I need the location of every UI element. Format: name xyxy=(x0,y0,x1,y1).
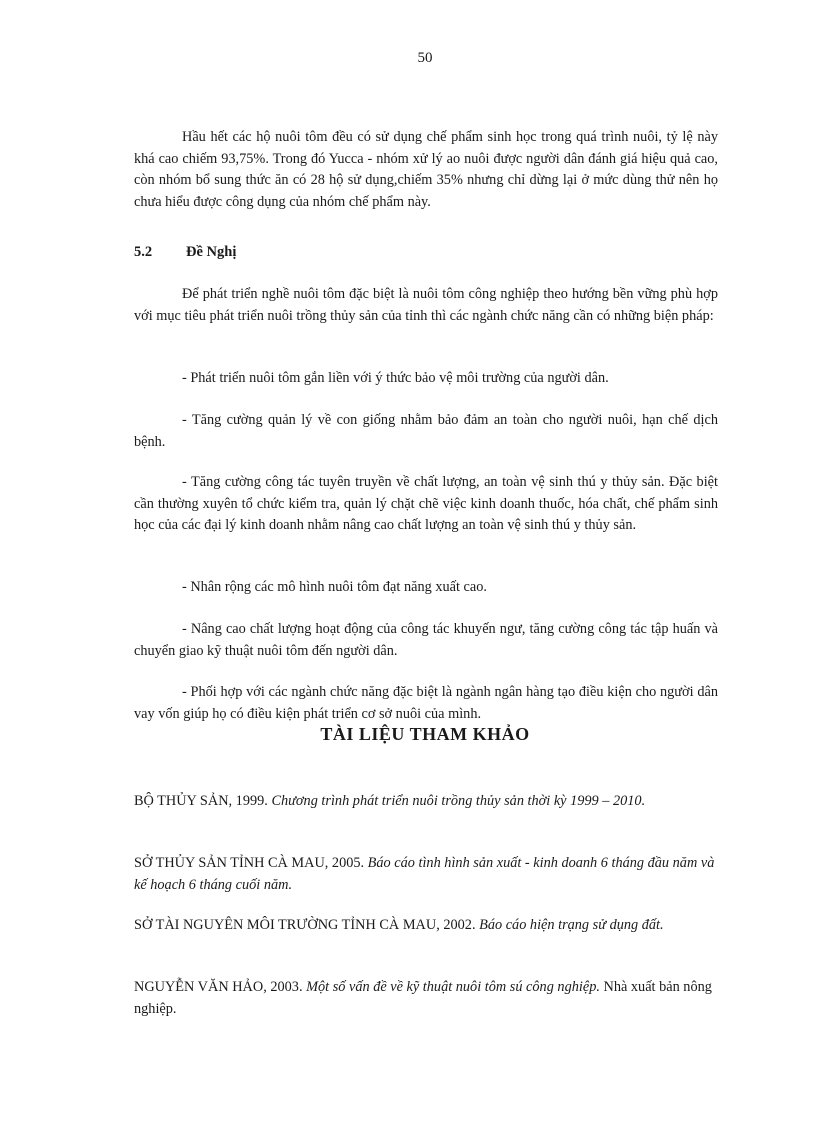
recommendation-item: - Phát triển nuôi tôm gắn liền với ý thức bảo vệ môi trường của người dân. xyxy=(182,370,609,386)
reference-entry xyxy=(134,853,718,896)
intro-paragraph: Hầu hết các hộ nuôi tôm đều có sử dụng chế phẩm sinh học trong quá trình nuôi, tỷ lệ này khá cao chiếm 93,75%. Trong đó Yucca - nhóm xử lý ao nuôi được người dân đánh giá hiệu quả cao, còn nhóm bổ sung thức ăn có 28 hộ sử dụng,chiếm 35% nhưng chỉ dừng lại ở mức dùng thử nên họ chưa hiểu được công dụng của nhóm chế phẩm này. xyxy=(134,129,718,210)
reference-author: NGUYỄN VĂN HẢO, 2003. xyxy=(134,979,303,995)
section-number: 5.2 xyxy=(134,244,153,260)
reference-entry xyxy=(134,915,718,937)
recommendation-item: - Nhân rộng các mô hình nuôi tôm đạt năng xuất cao. xyxy=(182,579,487,595)
section-title: Đề Nghị xyxy=(186,244,237,260)
page-number: 50 xyxy=(417,50,433,66)
reference-author: SỞ TÀI NGUYÊN MÔI TRƯỜNG TỈNH CÀ MAU, 2002. xyxy=(134,917,476,933)
reference-title: Báo cáo hiện trạng sử dụng đất. xyxy=(479,917,664,933)
reference-title: Chương trình phát triển nuôi trồng thủy sản thời kỳ 1999 – 2010. xyxy=(271,793,646,809)
reference-author: BỘ THỦY SẢN, 1999. xyxy=(134,793,268,809)
reference-title: Báo cáo tình hình sản xuất - kinh doanh 6 tháng đầu năm và kế hoạch 6 tháng cuối năm. xyxy=(134,855,715,893)
section-heading xyxy=(134,244,718,261)
reference-title: Một số vấn đề về kỹ thuật nuôi tôm sú công nghiệp. xyxy=(306,979,600,995)
recommendation-item: - Tăng cường công tác tuyên truyền về chất lượng, an toàn vệ sinh thú y thủy sản. Đặc biệt cần thường xuyên tổ chức kiểm tra, quản lý chặt chẽ việc kinh doanh thuốc, hóa chất, chế phẩm sinh học của các đại lý kinh doanh nhằm nâng cao chất lượng an toàn vệ sinh thú y thủy sản. xyxy=(134,474,718,533)
recommendation-item: - Phối hợp với các ngành chức năng đặc biệt là ngành ngân hàng tạo điều kiện cho người dân vay vốn giúp họ có điều kiện phát triển cơ sở nuôi của mình. xyxy=(134,684,718,722)
reference-entry xyxy=(134,977,718,1020)
reference-author: SỞ THỦY SẢN TỈNH CÀ MAU, 2005. xyxy=(134,855,365,871)
recommendation-item: - Nâng cao chất lượng hoạt động của công tác khuyến ngư, tăng cường công tác tập huấn và chuyển giao kỹ thuật nuôi tôm đến người dân. xyxy=(134,621,718,659)
section-intro: Để phát triển nghề nuôi tôm đặc biệt là nuôi tôm công nghiệp theo hướng bền vững phù hợp với mục tiêu phát triển nuôi trồng thủy sản của tỉnh thì các ngành chức năng cần có những biện pháp: xyxy=(134,286,718,324)
reference-entry xyxy=(134,791,718,813)
reference-publisher: Nhà xuất bản nông nghiệp. xyxy=(134,979,712,1017)
recommendation-item: - Tăng cường quản lý về con giống nhằm bảo đảm an toàn cho người nuôi, hạn chế dịch bệnh. xyxy=(134,412,718,450)
references-title: TÀI LIỆU THAM KHẢO xyxy=(320,724,530,744)
